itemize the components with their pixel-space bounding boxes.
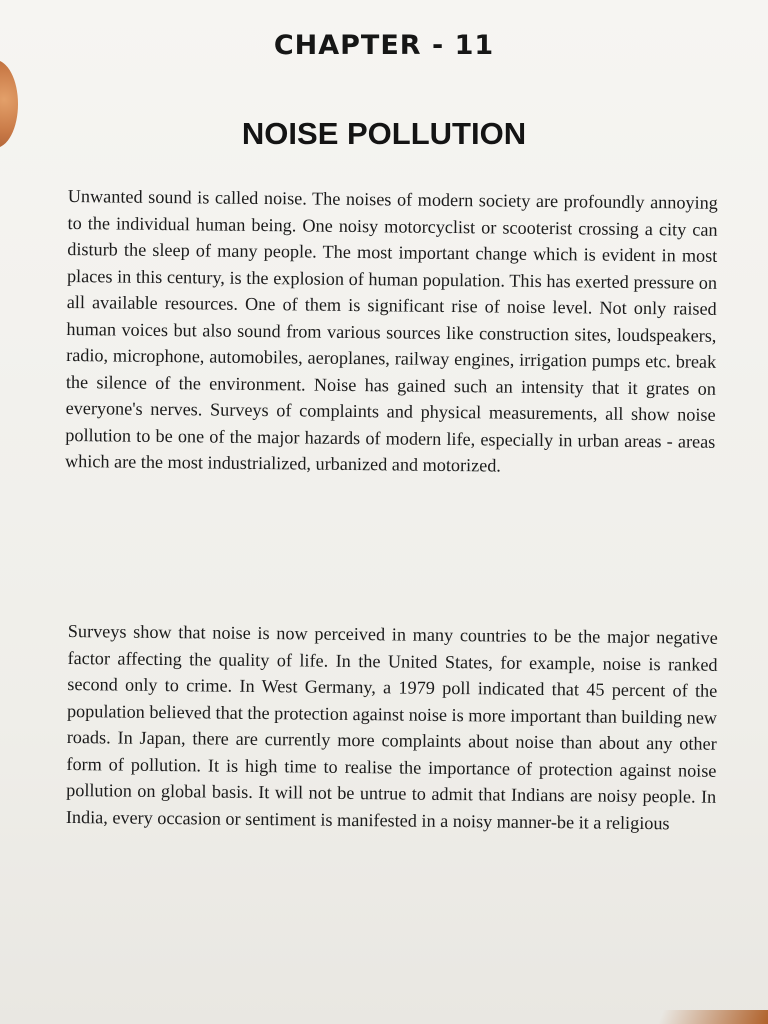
page-title: NOISE POLLUTION	[241, 116, 527, 151]
paragraph-2	[66, 618, 718, 837]
page-corner	[658, 1010, 768, 1024]
paragraph-1	[65, 183, 718, 481]
paragraph-text: Surveys show that noise is now perceived in many countries to be the major negative factor affecting the quality of life. In the United States, for example, noise is ranked second only to crime. In West Germany, a 1979 poll indicated that 45 percent of the population believed that the protection against noise is more important than building new roads. In Japan, there are currently more complaints about noise than about any other form of pollution. It is high time to realise the importance of protection against noise pollution on global basis. It will not be untrue to admit that Indians are noisy people. In India, every occasion or sentiment is manifested in a noisy manner-be it a religious	[65, 620, 718, 833]
chapter-heading: CHAPTER - 11	[273, 30, 495, 61]
paragraph-text: Unwanted sound is called noise. The noises of modern society are profoundly annoying to the individual human being. One noisy motorcyclist or scooterist crossing a city can disturb the sleep of many people. The most important change which is evident in most places in this century, is the explosion of human population. This has exerted pressure on all available resources. One of them is significant rise of noise level. Not only raised human voices but also sound from various sources like construction sites, loudspeakers, radio, microphone, automobiles, aeroplanes, railway engines, irrigation pumps etc. break the silence of the environment. Noise has gained such an intensity that it grates on everyone's nerves. Surveys of complaints and physical measurements, all show noise pollution to be one of the major hazards of modern life, especially in urban areas - areas which are the most industrialized, urbanized and motorized.	[64, 185, 718, 476]
